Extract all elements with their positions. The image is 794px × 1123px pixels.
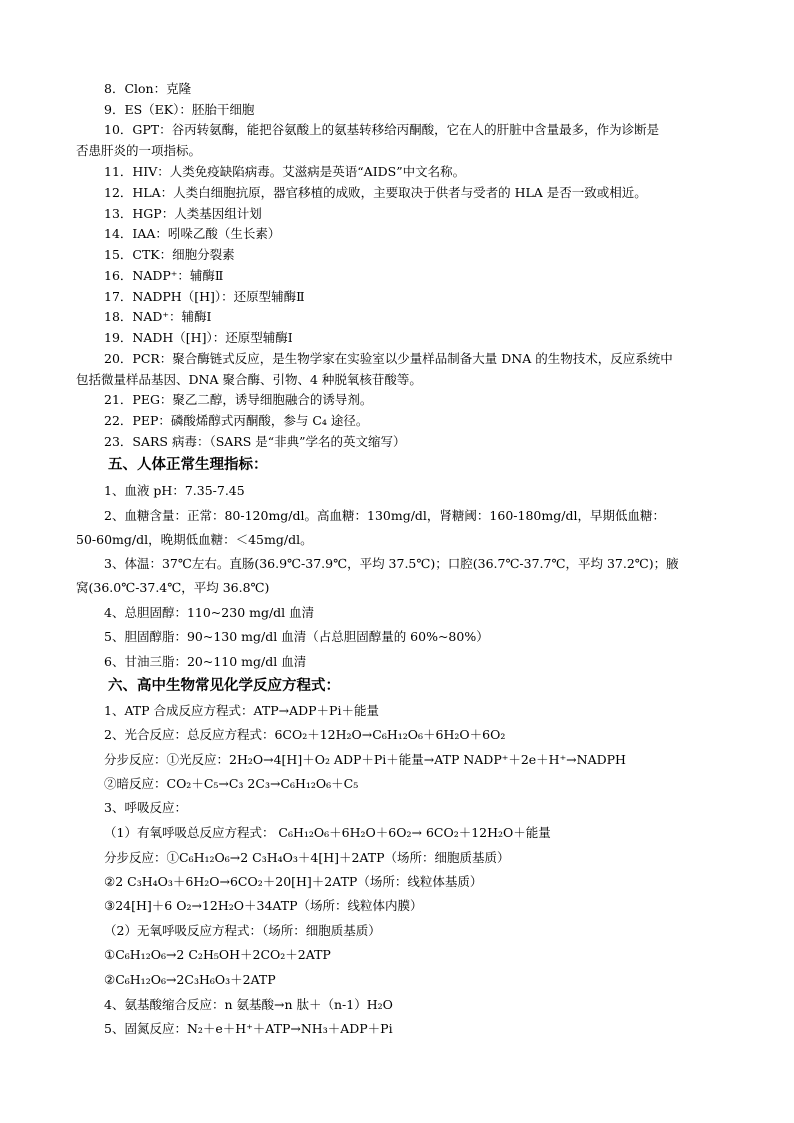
section-5-line-6: 4、总胆固醇：110~230 mg/dl 血清: [104, 605, 315, 620]
section-5-line-1: 1、血液 pH：7.35-7.45: [104, 483, 245, 498]
abbr-item-12: 12．HLA：人类白细胞抗原，器官移植的成败，主要取决于供者与受者的 HLA 是否一致或相近。: [104, 185, 647, 200]
section-5-line-8: 6、甘油三脂：20~110 mg/dl 血清: [104, 654, 307, 669]
section-6-line-10: （2）无氧呼吸反应方程式：（场所：细胞质基质）: [104, 923, 381, 938]
abbr-item-23: 23．SARS 病毒：（SARS 是“非典”学名的英文缩写）: [104, 434, 406, 449]
abbr-item-16: 16．NADP⁺：辅酶Ⅱ: [104, 268, 224, 283]
section-6-line-13: 4、氨基酸缩合反应：n 氨基酸→n 肽＋（n-1）H₂O: [104, 997, 393, 1012]
section-6-line-1: 1、ATP 合成反应方程式：ATP→ADP＋Pi＋能量: [104, 703, 379, 718]
abbr-item-10: 10．GPT：谷丙转氨酶，能把谷氨酸上的氨基转移给丙酮酸，它在人的肝脏中含量最多，作为诊断是: [104, 122, 660, 137]
section-6-line-2: 2、光合反应：总反应方程式：6CO₂＋12H₂O→C₆H₁₂O₆＋6H₂O＋6O₂: [104, 727, 506, 742]
abbr-item-22: 22．PEP：磷酸烯醇式丙酮酸，参与 C₄ 途径。: [104, 413, 369, 428]
section-5-line-5: 窝(36.0℃-37.4℃，平均 36.8℃): [76, 580, 270, 595]
section-5-line-4: 3、体温：37℃左右。直肠(36.9℃-37.9℃，平均 37.5℃)；口腔(36.7℃-37.7℃，平均 37.2℃)；腋: [104, 556, 679, 571]
abbr-item-20: 20．PCR：聚合酶链式反应，是生物学家在实验室以少量样品制备大量 DNA 的生物技术，反应系统中: [104, 351, 673, 366]
abbr-item-9: 9．ES（EK）：胚胎干细胞: [104, 102, 255, 117]
section-6-heading: 六、高中生物常见化学反应方程式：: [108, 678, 340, 694]
abbr-item-11: 11．HIV：人类免疫缺陷病毒。艾滋病是英语“AIDS”中文名称。: [104, 164, 466, 179]
abbr-item-17: 17．NADPH（[H]）：还原型辅酶Ⅱ: [104, 289, 305, 304]
section-6-line-3: 分步反应：①光反应：2H₂O→4[H]＋O₂ ADP＋Pi＋能量→ATP NADP⁺＋2e＋H⁺→NADPH: [104, 752, 626, 767]
section-5-line-7: 5、胆固醇脂：90~130 mg/dl 血清（占总胆固醇量的 60%~80%）: [104, 629, 489, 644]
section-6-line-8: ②2 C₃H₄O₃＋6H₂O→6CO₂＋20[H]＋2ATP（场所：线粒体基质）: [104, 874, 483, 889]
section-6-line-9: ③24[H]＋6 O₂→12H₂O＋34ATP（场所：线粒体内膜）: [104, 898, 423, 913]
abbr-item-20-cont: 包括微量样品基因、DNA 聚合酶、引物、4 种脱氧核苷酸等。: [76, 372, 422, 387]
abbr-item-14: 14．IAA：吲哚乙酸（生长素）: [104, 226, 281, 241]
section-6-line-12: ②C₆H₁₂O₆→2C₃H₆O₃＋2ATP: [104, 972, 276, 987]
section-6-line-11: ①C₆H₁₂O₆→2 C₂H₅OH＋2CO₂＋2ATP: [104, 947, 331, 962]
abbr-item-15: 15．CTK：细胞分裂素: [104, 247, 235, 262]
section-5-line-2: 2、血糖含量：正常：80-120mg/dl。高血糖：130mg/dl，肾糖阈：160-180mg/dl，早期低血糖：: [104, 508, 665, 523]
abbr-item-18: 18．NAD⁺：辅酶Ⅰ: [104, 309, 212, 324]
section-6-line-7: 分步反应：①C₆H₁₂O₆→2 C₃H₄O₃＋4[H]＋2ATP（场所：细胞质基质）: [104, 850, 510, 865]
section-6-line-4: ②暗反应：CO₂＋C₅→C₃ 2C₃→C₆H₁₂O₆＋C₅: [104, 776, 359, 791]
section-5-heading: 五、人体正常生理指标：: [108, 457, 268, 473]
abbr-item-8: 8．Clon：克隆: [104, 81, 192, 96]
abbr-item-13: 13．HGP：人类基因组计划: [104, 206, 262, 221]
abbr-item-10-cont: 否患肝炎的一项指标。: [76, 143, 202, 158]
section-5-line-3: 50-60mg/dl，晚期低血糖：＜45mg/dl。: [76, 532, 313, 547]
abbr-item-19: 19．NADH（[H]）：还原型辅酶Ⅰ: [104, 330, 293, 345]
abbr-item-21: 21．PEG：聚乙二醇，诱导细胞融合的诱导剂。: [104, 392, 373, 407]
section-6-line-14: 5、固氮反应：N₂＋e＋H⁺＋ATP→NH₃＋ADP＋Pi: [104, 1021, 393, 1036]
section-6-line-6: （1）有氧呼吸总反应方程式： C₆H₁₂O₆＋6H₂O＋6O₂→ 6CO₂＋12H₂O＋能量: [104, 825, 551, 840]
section-6-line-5: 3、呼吸反应：: [104, 800, 187, 815]
